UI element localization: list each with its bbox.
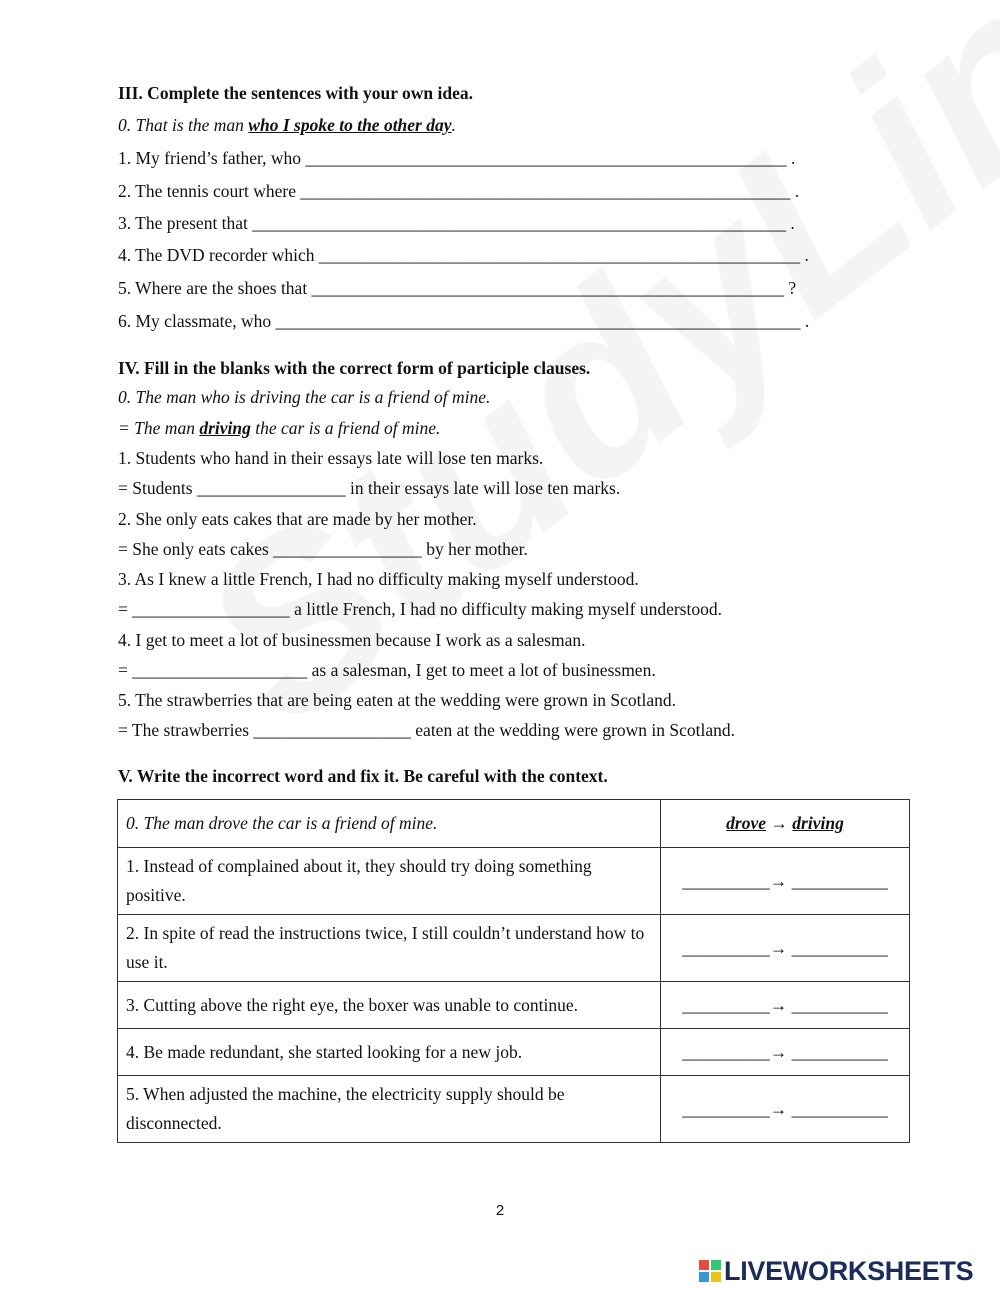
- section-3-item[interactable]: 4. The DVD recorder which _______________________________________________________ .: [118, 245, 809, 265]
- section-3-heading: III. Complete the sentences with your own idea.: [118, 83, 474, 103]
- liveworksheets-logo[interactable]: [699, 1255, 973, 1287]
- section-3-item[interactable]: 6. My classmate, who ____________________________________________________________ .: [118, 311, 810, 331]
- section-4-example-answer: driving: [199, 418, 251, 438]
- logo-square-2: [711, 1260, 721, 1270]
- section-4-item: 1. Students who hand in their essays late will lose ten marks.: [118, 448, 544, 468]
- section-3-example-answer: who I spoke to the other day: [248, 115, 452, 135]
- section-4-item: 4. I get to meet a lot of businessmen because I work as a salesman.: [118, 630, 586, 650]
- page-number: 2: [495, 1202, 505, 1219]
- section-3-item[interactable]: 1. My friend’s father, who _______________________________________________________ .: [118, 148, 796, 168]
- section-4-example-line2: [118, 417, 440, 439]
- table-row: [118, 800, 910, 848]
- section-5-heading: V. Write the incorrect word and fix it. Be careful with the context.: [118, 766, 608, 786]
- answer-blank[interactable]: __________→ ___________: [661, 848, 910, 915]
- section-4-item[interactable]: = She only eats cakes _________________ by her mother.: [118, 539, 528, 559]
- correction-table: [117, 799, 910, 1143]
- logo-square-1: [699, 1260, 709, 1270]
- logo-square-3: [699, 1272, 709, 1282]
- question-cell: 1. Instead of complained about it, they should try doing something positive.: [118, 848, 661, 915]
- example-right-word: driving: [792, 813, 844, 833]
- logo-square-4: [711, 1272, 721, 1282]
- answer-blank[interactable]: __________→ ___________: [661, 915, 910, 982]
- table-row: [118, 915, 910, 982]
- question-cell: 5. When adjusted the machine, the electricity supply should be disconnected.: [118, 1076, 661, 1143]
- section-4-example-prefix: = The man: [118, 418, 200, 438]
- section-3-item[interactable]: 2. The tennis court where ________________________________________________________ .: [118, 181, 800, 201]
- answer-blank[interactable]: __________→ ___________: [661, 1076, 910, 1143]
- table-row: [118, 982, 910, 1029]
- section-3-example-suffix: .: [451, 115, 456, 135]
- section-3-example-prefix: 0. That is the man: [118, 115, 249, 135]
- section-4-item[interactable]: = ____________________ as a salesman, I get to meet a lot of businessmen.: [118, 660, 656, 680]
- example-question: 0. The man drove the car is a friend of mine.: [118, 800, 661, 848]
- example-wrong-word: drove: [726, 813, 767, 833]
- table-row: [118, 1076, 910, 1143]
- answer-blank[interactable]: __________→ ___________: [661, 1029, 910, 1076]
- section-3-example: [118, 114, 456, 136]
- section-4-example-suffix: the car is a friend of mine.: [250, 418, 441, 438]
- question-cell: 3. Cutting above the right eye, the boxer was unable to continue.: [118, 982, 661, 1029]
- section-4-item[interactable]: = __________________ a little French, I had no difficulty making myself understood.: [118, 599, 722, 619]
- table-row: [118, 848, 910, 915]
- section-4-item[interactable]: = The strawberries __________________ eaten at the wedding were grown in Scotland.: [118, 720, 736, 740]
- section-4-item: 3. As I knew a little French, I had no difficulty making myself understood.: [118, 569, 639, 589]
- section-3-item[interactable]: 3. The present that _____________________________________________________________ .: [118, 213, 795, 233]
- question-cell: 4. Be made redundant, she started looking for a new job.: [118, 1029, 661, 1076]
- answer-blank[interactable]: __________→ ___________: [661, 982, 910, 1029]
- logo-icon: [699, 1260, 721, 1282]
- logo-text: LIVEWORKSHEETS: [724, 1255, 974, 1286]
- table-row: [118, 1029, 910, 1076]
- question-cell: 2. In spite of read the instructions twice, I still couldn’t understand how to use it.: [118, 915, 661, 982]
- arrow-icon: →: [766, 813, 793, 833]
- example-answer: [661, 800, 910, 848]
- section-4-example-line1: 0. The man who is driving the car is a friend of mine.: [118, 387, 491, 407]
- section-4-item: 2. She only eats cakes that are made by her mother.: [118, 509, 477, 529]
- section-4-item: 5. The strawberries that are being eaten at the wedding were grown in Scotland.: [118, 690, 677, 710]
- section-3-item[interactable]: 5. Where are the shoes that ______________________________________________________ ?: [118, 278, 797, 298]
- section-4-heading: IV. Fill in the blanks with the correct form of participle clauses.: [118, 358, 591, 378]
- section-4-item[interactable]: = Students _________________ in their essays late will lose ten marks.: [118, 478, 621, 498]
